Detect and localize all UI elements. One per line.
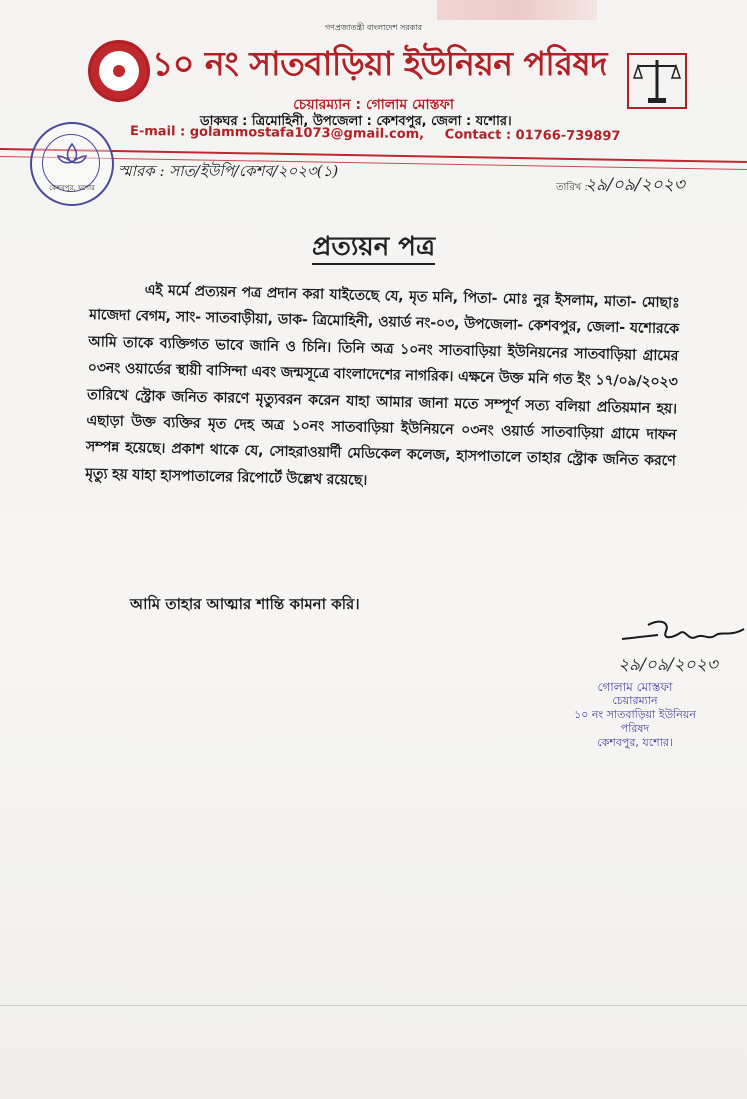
certificate-body: [85, 276, 680, 502]
reference-number: স্মারক : সাত/ইউপি/কেশব/২০২৩(১): [118, 162, 339, 180]
seal-text: কেশবপুর, যশোর: [49, 184, 95, 192]
certificate-heading: [0, 226, 747, 270]
office-seal: [30, 122, 114, 206]
signature-date: ২৯/০৯/২০২৩: [618, 655, 718, 675]
stamp-designation: চেয়ারম্যান: [612, 694, 658, 707]
paper-crease: [0, 1005, 747, 1006]
paper-stain: [437, 0, 597, 20]
lotus-icon: [54, 142, 90, 166]
date-value: ২৯/০৯/২০২৩: [585, 175, 685, 195]
certificate-heading-text: প্রত্যয়ন পত্র: [312, 232, 435, 265]
date-label: তারিখ :: [556, 182, 588, 193]
stamp-location: কেশবপুর, যশোর।: [597, 736, 673, 749]
email-text: E-mail : golammostafa1073@gmail.com,: [129, 124, 425, 143]
handwritten-signature: [618, 615, 747, 655]
stamp-union: ১০ নং সাতবাড়িয়া ইউনিয়ন পরিষদ: [574, 708, 696, 735]
body-paragraph: এই মর্মে প্রত্যয়ন পত্র প্রদান করা যাইতেছে যে, মৃত মনি, পিতা- মোঃ নুর ইসলাম, মাতা- মোছাঃ মাজেদা বেগম, সাং- সাতবাড়ীয়া, ডাক- ত্রিমোহিনী, ওয়ার্ড নং-০৩, উপজেলা- কেশবপুর, জেলা- যশোরকে আমি তাকে ব্যক্তিগত ভাবে জানি ও চিনি। তিনি অত্র ১০নং সাতবাড়িয়া ইউনিয়নের সাতবাড়িয়া গ্রামের ০৩নং ওয়ার্ডের স্থায়ী বাসিন্দা এবং জন্মসূত্রে বাংলাদেশের নাগরিক। এক্ষনে উক্ত মনি গত ইং ১৭/০৯/২০২৩ তারিখে স্ট্রোক জনিত কারণে মৃত্যুবরন করেন যাহা আমার জানা মতে সম্পূর্ণ সত্য বলিয়া প্রতিয়মান হয়। এছাড়া উক্ত ব্যক্তির মৃত দেহ অত্র ১০নং সাতবাড়িয়া ইউনিয়নে ০৩নং ওয়ার্ড সাতবাড়িয়া গ্রামে দাফন সম্পন্ন হয়েছে। প্রকাশ থাকে যে, সোহরাওয়ার্দী মেডিকেল কলেজ, হাসপাতালে তাহার স্ট্রোক জনিত করণে মৃত্যু হয় যাহা হাসপাতালের রিপোর্টে উল্লেখ রয়েছে।: [84, 282, 680, 489]
postal-address: ডাকঘর : ত্রিমোহিনী, উপজেলা : কেশবপুর, জেলা : যশোর।: [200, 114, 512, 129]
union-parishad-title: ১০ নং সাতবাড়িয়া ইউনিয়ন পরিষদ: [152, 44, 607, 83]
chairman-stamp: [560, 680, 710, 750]
chairman-line: চেয়ারম্যান : গোলাম মোস্তফা: [293, 97, 454, 113]
stamp-name: গোলাম মোস্তফা: [597, 680, 673, 694]
government-line: গণপ্রজাতন্ত্রী বাংলাদেশ সরকার: [324, 23, 423, 32]
contact-line: [130, 124, 637, 144]
phone-text: Contact : 01766-739897: [444, 127, 621, 145]
closing-line: আমি তাহার আত্মার শান্তি কামনা করি।: [130, 595, 360, 613]
